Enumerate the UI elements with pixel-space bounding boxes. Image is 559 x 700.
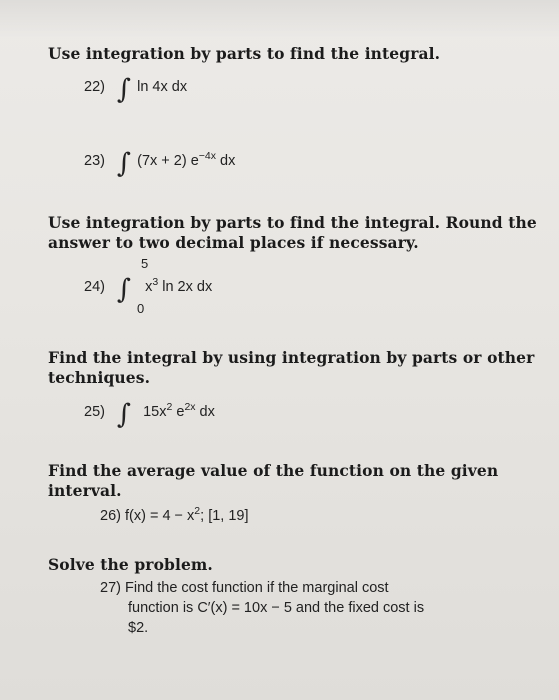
problem-line: 27) Find the cost function if the marginal cost [100, 580, 389, 596]
expression-part: ; [1, 19] [200, 508, 249, 524]
integral-symbol-icon: ∫ [117, 274, 132, 305]
section-heading-4 [48, 461, 498, 501]
expression-part: (7x + 2) e [137, 153, 199, 169]
exponent: 3 [152, 276, 159, 288]
integral-symbol-icon: ∫ [117, 74, 132, 105]
problem-24 [84, 276, 212, 303]
expression-part: 15x [143, 404, 167, 420]
heading-line: Find the average value of the function on the given [48, 461, 499, 480]
exponent: 2x [184, 401, 196, 413]
heading-line: answer to two decimal places if necessary. [48, 233, 419, 252]
integral-symbol-icon: ∫ [117, 148, 132, 179]
section-heading-5: Solve the problem. [48, 555, 213, 574]
problem-number: 25) [84, 404, 105, 420]
exponent: −4x [198, 150, 216, 162]
problem-expression: ln 4x dx [137, 79, 188, 95]
problem-25 [84, 401, 215, 428]
exponent: 2 [166, 401, 173, 413]
section-heading-1: Use integration by parts to find the integral. [48, 44, 441, 63]
integral-symbol-icon: ∫ [117, 399, 132, 430]
expression-part: x [145, 279, 153, 295]
lower-limit: 0 [137, 301, 145, 316]
heading-line: Use integration by parts to find the integral. Round the [48, 213, 537, 232]
problem-number: 23) [84, 153, 105, 169]
expression-part: ln 2x dx [158, 279, 213, 295]
problem-22 [84, 76, 187, 103]
problem-line: function is C′(x) = 10x − 5 and the fixed cost is [128, 600, 425, 616]
section-heading-3 [48, 348, 534, 388]
heading-line: Find the integral by using integration by parts or other [48, 348, 535, 367]
expression-part: 26) f(x) = 4 − x [100, 508, 195, 524]
page-shadow [0, 0, 559, 38]
upper-limit: 5 [141, 256, 149, 271]
heading-line: interval. [48, 481, 122, 500]
problem-number: 24) [84, 279, 105, 295]
expression-part: dx [216, 153, 236, 169]
problem-line: $2. [128, 620, 149, 636]
heading-line: techniques. [48, 368, 151, 387]
problem-26 [100, 505, 249, 524]
expression-part: dx [195, 404, 215, 420]
exponent: 2 [194, 505, 201, 517]
problem-23 [84, 150, 235, 177]
expression-part: e [172, 404, 185, 420]
problem-number: 22) [84, 79, 105, 95]
problem-27 [100, 578, 480, 638]
section-heading-2 [48, 213, 537, 253]
